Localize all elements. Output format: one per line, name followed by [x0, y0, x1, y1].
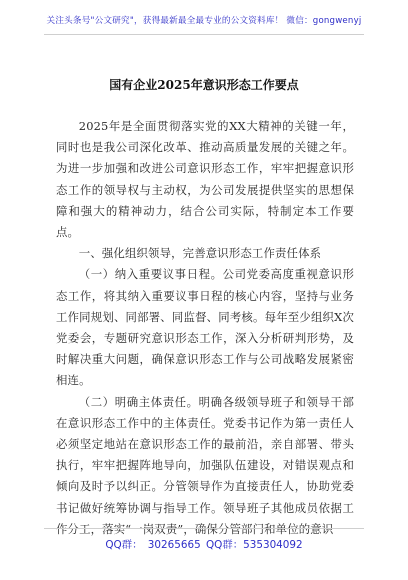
page-footer: QQ群： 30265665 QQ群：535304092 [105, 539, 303, 551]
intro-paragraph: 2025年是全面贯彻落实党的XX大精神的关键一年，同时也是我公司深化改革、推动高质量发展的关键之年。为进一步加强和改进公司意识形态工作，牢牢把握意识形态工作的领导权与主动权，为公司发展提供坚实的思想保障和强大的精神动力，结合公司实际，特制定本工作要点。 [56, 119, 354, 240]
document-body [56, 116, 354, 540]
header-divider [44, 34, 364, 35]
document-title: 国有企业2025年意识形态工作要点 [109, 78, 299, 92]
body-paragraph: （二）明确主体责任。明确各级领导班子和领导干部在意识形态工作中的主体责任。党委书记作为第一责任人必须坚定地站在意识形态工作的最前沿，亲自部署、带头执行，牢牢把握阵地导向，加强队伍建设，对错误观点和倾向及时予以纠正。分管领导作为直接责任人，协助党委书记做好统筹协调与指导工作。领导班子其他成员依据工作分工，落实“一岗双责”，确保分管部门和单位的意识 [56, 394, 354, 536]
body-paragraph: （一）纳入重要议事日程。公司党委高度重视意识形态工作，将其纳入重要议事日程的核心内容，坚持与业务工作同规划、同部署、同监督、同考核。每年至少组织X次党委会，专题研究意识形态工作，深入分析研判形势，及时解决重大问题，确保意识形态工作与公司战略发展紧密相连。 [56, 267, 354, 388]
footer-divider [44, 528, 364, 529]
section-heading: 一、强化组织领导，完善意识形态工作责任体系 [78, 246, 322, 261]
page-header-banner: 关注头条号"公文研究"，获得最新最全最专业的公文资料库！ 微信：gongwenyj [46, 16, 362, 26]
